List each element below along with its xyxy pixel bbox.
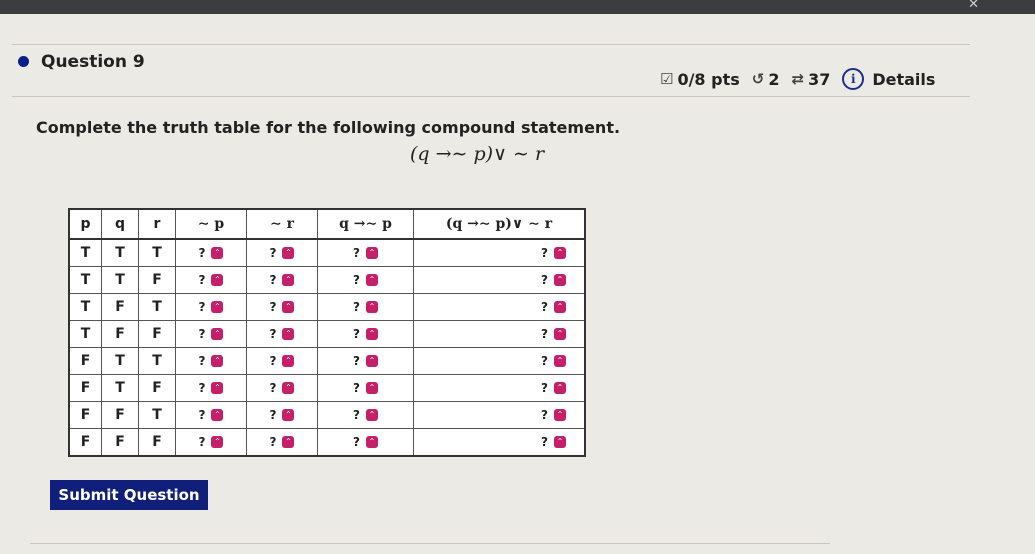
answer-dropdown[interactable] [270,381,295,395]
dropdown-value: ? [198,246,206,260]
cell-p: F [69,402,102,429]
cell-p: T [69,267,102,294]
dropdown-value: ? [353,381,360,395]
checkbox-icon: ☑ [660,70,674,88]
dropdown-toggle-icon[interactable]: ⌃ [211,382,223,394]
answer-dropdown[interactable] [541,273,566,287]
question-prompt: Complete the truth table for the following compound statement. [36,118,621,137]
dropdown-toggle-icon[interactable]: ⌃ [211,436,223,448]
header-q: q [102,209,139,239]
answer-dropdown[interactable] [353,381,378,395]
answer-dropdown[interactable] [353,354,378,368]
dropdown-toggle-icon[interactable]: ⌃ [366,247,378,259]
dropdown-value: ? [269,408,277,422]
dropdown-toggle-icon[interactable]: ⌃ [366,301,378,313]
dropdown-toggle-icon[interactable]: ⌃ [366,382,378,394]
dropdown-value: ? [541,354,548,368]
cell-not-p [176,267,247,294]
cell-not-r [247,321,318,348]
answer-dropdown[interactable] [270,300,295,314]
answer-dropdown[interactable] [541,246,566,260]
table-row [69,321,585,348]
retry-icon: ↺ [751,70,765,88]
answer-dropdown[interactable] [353,273,378,287]
dropdown-value: ? [198,354,206,368]
dropdown-toggle-icon[interactable]: ⌃ [282,409,294,421]
dropdown-value: ? [541,300,548,314]
cell-compound [414,429,586,457]
answer-dropdown[interactable] [353,246,378,260]
cell-q-implies-not-p [318,429,414,457]
cell-q: F [102,321,139,348]
header-not-r: ∼ r [247,209,318,239]
answer-dropdown[interactable] [353,300,378,314]
cell-q: T [102,348,139,375]
divider-bottom [30,543,830,544]
dropdown-toggle-icon[interactable]: ⌃ [282,355,294,367]
cell-r: T [139,348,176,375]
cell-q-implies-not-p [318,375,414,402]
cell-compound [414,321,586,348]
answer-dropdown[interactable] [353,327,378,341]
table-row [69,402,585,429]
answer-dropdown[interactable] [199,246,224,260]
dropdown-value: ? [353,354,360,368]
cell-q: F [102,294,139,321]
cell-q: T [102,375,139,402]
attempts-icon: ⇄ [791,70,805,88]
cell-q-implies-not-p [318,239,414,267]
dropdown-toggle-icon[interactable]: ⌃ [554,355,566,367]
details-link[interactable]: Details [872,69,936,89]
table-row [69,239,585,267]
answer-dropdown[interactable] [541,354,566,368]
dropdown-toggle-icon[interactable]: ⌃ [211,247,223,259]
answer-dropdown[interactable] [353,408,378,422]
dropdown-toggle-icon[interactable]: ⌃ [366,355,378,367]
cell-q-implies-not-p [318,402,414,429]
cell-not-r [247,294,318,321]
cell-r: T [139,239,176,267]
cell-not-r [247,375,318,402]
cell-q: T [102,239,139,267]
dropdown-toggle-icon[interactable]: ⌃ [554,247,566,259]
dropdown-value: ? [353,246,360,260]
answer-dropdown[interactable] [199,273,224,287]
cell-compound [414,348,586,375]
dropdown-toggle-icon[interactable]: ⌃ [282,247,294,259]
answer-dropdown[interactable] [199,435,224,449]
dropdown-value: ? [269,246,277,260]
table-row [69,375,585,402]
header-compound: (q →∼ p)∨ ∼ r [414,209,586,239]
dropdown-value: ? [198,273,206,287]
dropdown-toggle-icon[interactable]: ⌃ [282,382,294,394]
dropdown-value: ? [353,300,360,314]
cell-q: F [102,402,139,429]
answer-dropdown[interactable] [541,381,566,395]
cell-not-r [247,402,318,429]
dropdown-value: ? [353,435,360,449]
dropdown-toggle-icon[interactable]: ⌃ [211,328,223,340]
close-icon[interactable]: ✕ [968,0,979,12]
answer-dropdown[interactable] [541,327,566,341]
dropdown-toggle-icon[interactable]: ⌃ [282,328,294,340]
dropdown-toggle-icon[interactable]: ⌃ [554,436,566,448]
answer-dropdown[interactable] [270,246,295,260]
cell-not-p [176,348,247,375]
dropdown-toggle-icon[interactable]: ⌃ [366,409,378,421]
cell-p: F [69,375,102,402]
cell-p: T [69,294,102,321]
table-row [69,348,585,375]
dropdown-toggle-icon[interactable]: ⌃ [282,436,294,448]
dropdown-toggle-icon[interactable]: ⌃ [282,274,294,286]
cell-not-p [176,375,247,402]
top-bar [0,0,1035,14]
compound-statement: (q →∼ p)∨ ∼ r [410,143,545,165]
cell-compound [414,375,586,402]
answer-dropdown[interactable] [270,408,295,422]
dropdown-toggle-icon[interactable]: ⌃ [366,436,378,448]
header-p: p [69,209,102,239]
dropdown-value: ? [541,381,548,395]
cell-not-p [176,429,247,457]
cell-p: T [69,239,102,267]
cell-not-r [247,429,318,457]
dropdown-value: ? [198,408,206,422]
answer-dropdown[interactable] [541,300,566,314]
divider-top [12,44,970,45]
dropdown-toggle-icon[interactable]: ⌃ [554,382,566,394]
cell-r: F [139,267,176,294]
cell-not-p [176,402,247,429]
dropdown-value: ? [269,381,277,395]
header-not-p: ∼ p [176,209,247,239]
points-text: 0/8 pts [677,69,740,89]
dropdown-value: ? [541,327,548,341]
dropdown-value: ? [198,381,206,395]
table-row [69,429,585,457]
answer-dropdown[interactable] [270,273,295,287]
cell-not-r [247,348,318,375]
dropdown-toggle-icon[interactable]: ⌃ [211,274,223,286]
dropdown-toggle-icon[interactable]: ⌃ [282,301,294,313]
answer-dropdown[interactable] [199,381,224,395]
dropdown-value: ? [541,435,548,449]
dropdown-value: ? [353,273,360,287]
answer-dropdown[interactable] [270,354,295,368]
dropdown-value: ? [541,273,548,287]
answer-dropdown[interactable] [199,300,224,314]
dropdown-value: ? [541,408,548,422]
retry-count: 2 [768,69,780,89]
cell-compound [414,402,586,429]
question-meta [660,68,935,90]
answer-dropdown[interactable] [353,435,378,449]
cell-r: T [139,294,176,321]
answer-dropdown[interactable] [270,327,295,341]
cell-q-implies-not-p [318,321,414,348]
table-header-row [69,209,585,239]
divider-mid [12,96,970,97]
cell-not-p [176,239,247,267]
dropdown-value: ? [198,300,206,314]
cell-compound [414,294,586,321]
dropdown-toggle-icon[interactable]: ⌃ [211,355,223,367]
info-icon[interactable]: i [842,68,864,90]
question-title: Question 9 [41,52,145,72]
dropdown-value: ? [541,246,548,260]
dropdown-value: ? [353,327,360,341]
attempts-count: 37 [808,69,831,89]
dropdown-value: ? [269,273,277,287]
question-status-dot [18,56,29,67]
dropdown-value: ? [269,300,277,314]
cell-q-implies-not-p [318,294,414,321]
dropdown-toggle-icon[interactable]: ⌃ [554,301,566,313]
cell-not-p [176,294,247,321]
dropdown-toggle-icon[interactable]: ⌃ [554,274,566,286]
cell-r: F [139,429,176,457]
cell-not-r [247,267,318,294]
cell-q-implies-not-p [318,267,414,294]
table-row [69,267,585,294]
dropdown-value: ? [269,327,277,341]
cell-p: F [69,429,102,457]
answer-dropdown[interactable] [541,408,566,422]
answer-dropdown[interactable] [270,435,295,449]
cell-compound [414,267,586,294]
dropdown-value: ? [198,327,206,341]
cell-q-implies-not-p [318,348,414,375]
cell-p: T [69,321,102,348]
dropdown-toggle-icon[interactable]: ⌃ [211,301,223,313]
cell-r: T [139,402,176,429]
truth-table [68,208,586,457]
dropdown-value: ? [198,435,206,449]
answer-dropdown[interactable] [541,435,566,449]
dropdown-value: ? [353,408,360,422]
cell-not-r [247,239,318,267]
header-r: r [139,209,176,239]
cell-r: F [139,375,176,402]
cell-not-p [176,321,247,348]
cell-q: T [102,267,139,294]
cell-p: F [69,348,102,375]
answer-dropdown[interactable] [199,354,224,368]
dropdown-value: ? [269,435,277,449]
dropdown-toggle-icon[interactable]: ⌃ [366,274,378,286]
dropdown-toggle-icon[interactable]: ⌃ [554,409,566,421]
answer-dropdown[interactable] [199,408,224,422]
cell-r: F [139,321,176,348]
table-row [69,294,585,321]
cell-compound [414,239,586,267]
dropdown-value: ? [269,354,277,368]
dropdown-toggle-icon[interactable]: ⌃ [211,409,223,421]
header-q-implies-not-p: q →∼ p [318,209,414,239]
dropdown-toggle-icon[interactable]: ⌃ [554,328,566,340]
answer-dropdown[interactable] [199,327,224,341]
dropdown-toggle-icon[interactable]: ⌃ [366,328,378,340]
cell-q: F [102,429,139,457]
submit-question-button[interactable]: Submit Question [50,480,208,510]
